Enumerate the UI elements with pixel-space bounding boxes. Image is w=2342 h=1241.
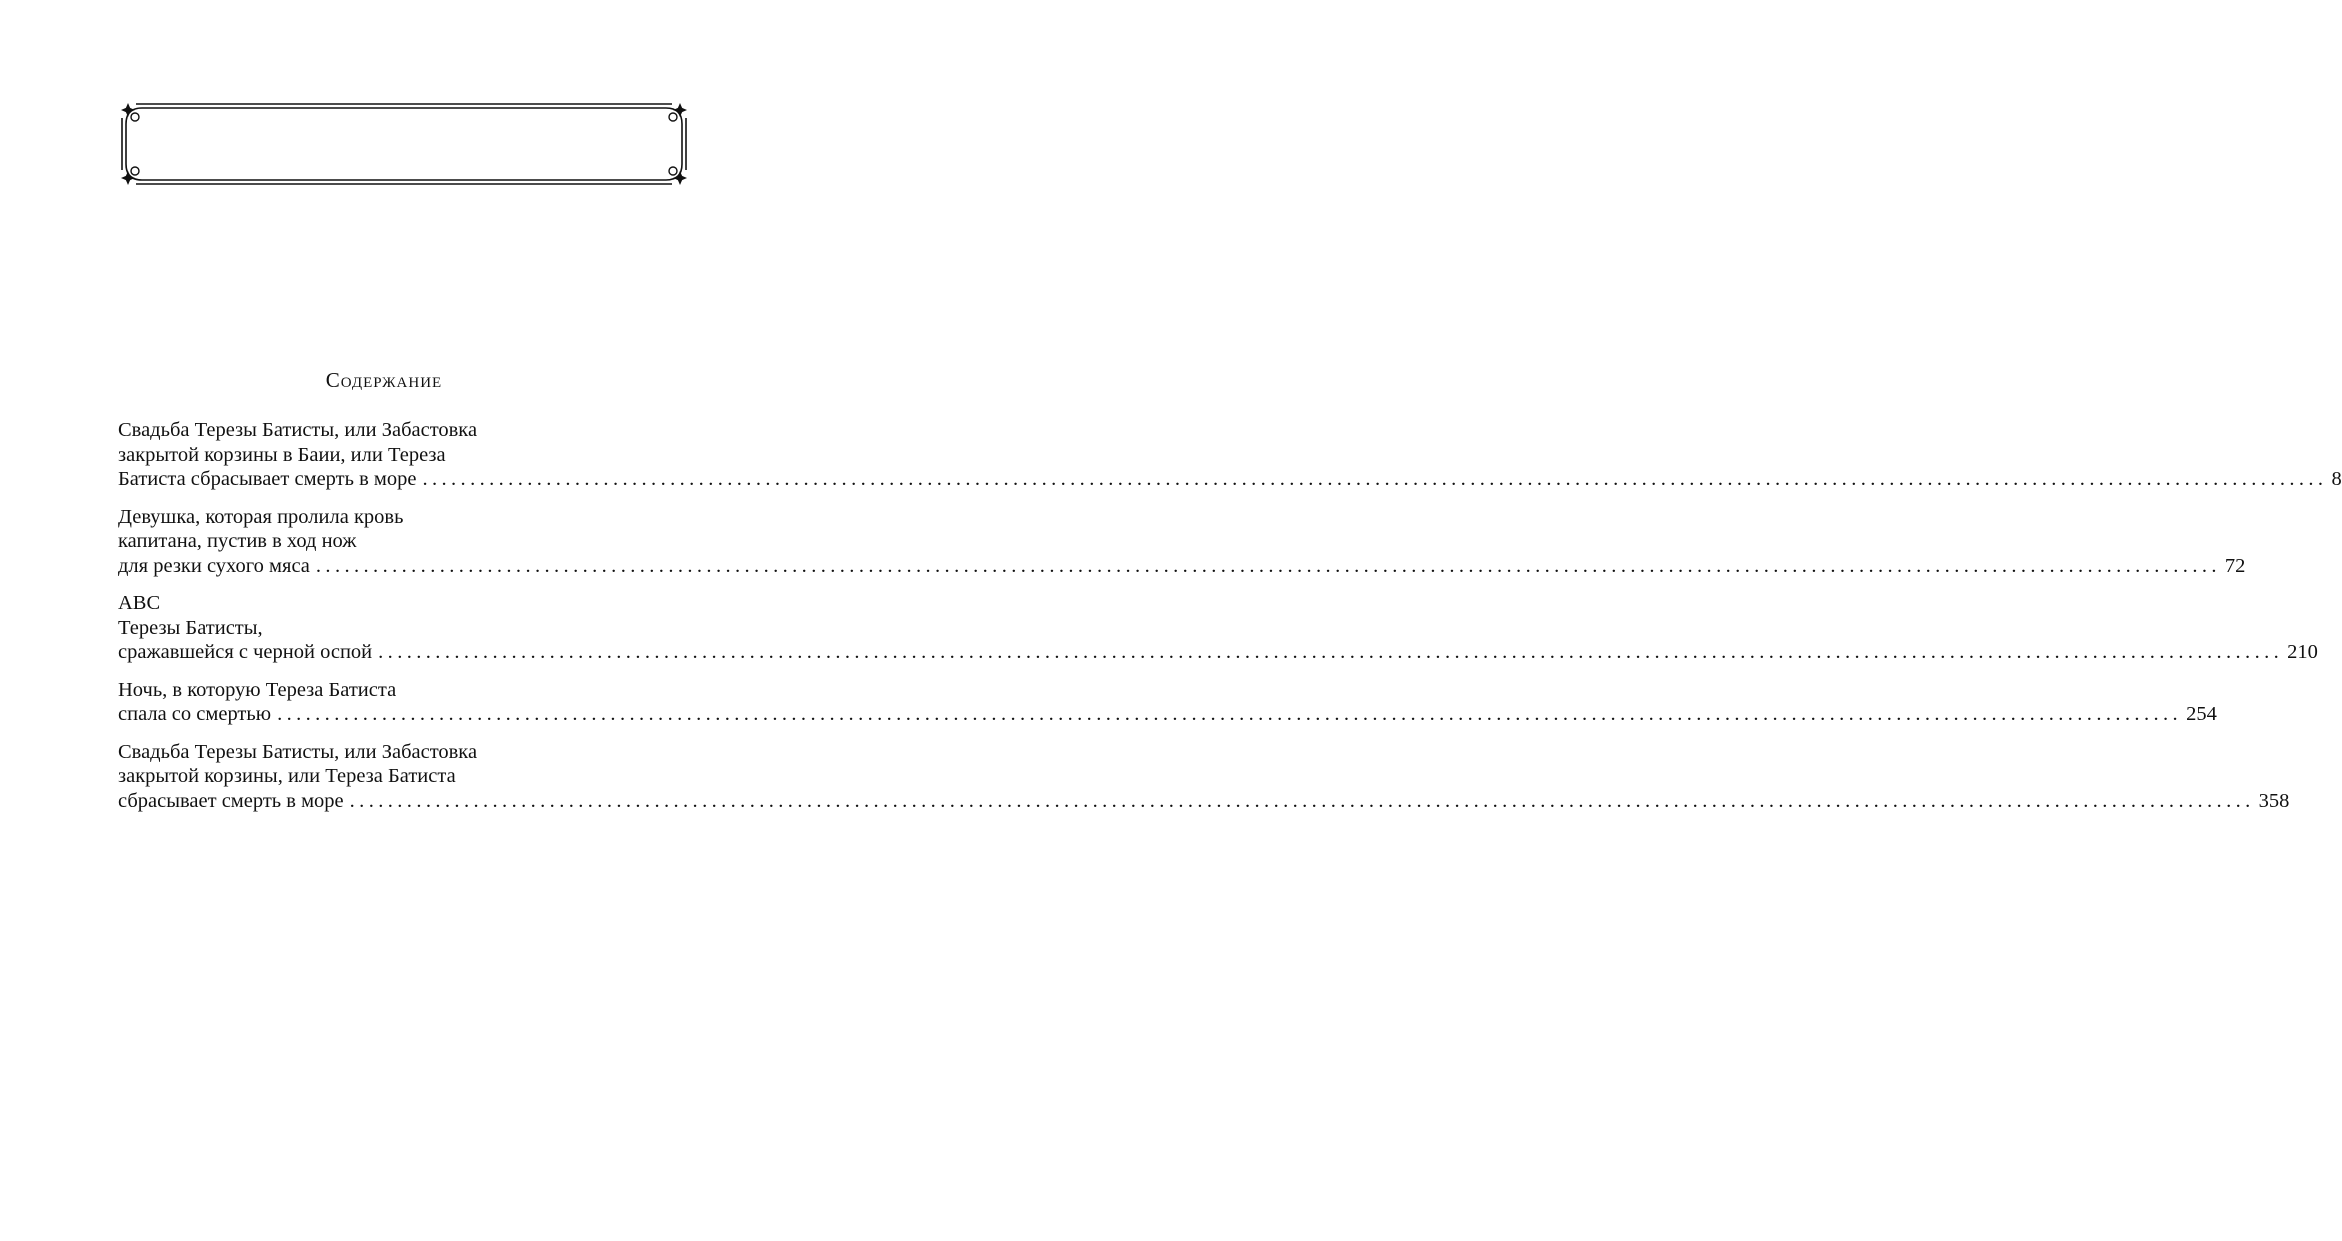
toc-entry-line: ABC <box>118 592 161 614</box>
dot-leader: ........................................................................................................................................................................................................ <box>277 703 2183 725</box>
toc-entry-line: Ночь, в которую Тереза Батиста <box>118 678 397 701</box>
toc-entry-last-line: для резки сухого мяса <box>118 554 310 577</box>
toc-page-number: 8 <box>2331 468 2342 490</box>
dot-leader: ........................................................................................................................................................................................................ <box>349 789 2255 812</box>
toc-entry-last-line: спала со смертью <box>118 703 272 725</box>
dot-leader: ........................................................................................................................................................................................................ <box>315 554 2221 577</box>
dot-leader: ........................................................................................................................................................................................................ <box>378 641 2284 663</box>
toc-entry-line: закрытой корзины, или Тереза Батиста <box>118 765 456 787</box>
toc-page-number: 210 <box>2287 641 2318 663</box>
toc-entry-line: Свадьба Терезы Батисты, или Забастовка <box>118 419 478 441</box>
ornamental-frame <box>118 100 690 188</box>
toc-page-number: 358 <box>2258 789 2290 812</box>
toc-list <box>118 418 2342 826</box>
toc-entry[interactable] <box>118 505 2246 579</box>
toc-entry-last-line: Батиста сбрасывает смерть в море <box>118 468 417 490</box>
toc-entry[interactable] <box>118 591 2318 665</box>
toc-entry[interactable] <box>118 678 2217 727</box>
toc-entry-line: Девушка, которая пролила кровь <box>118 505 404 528</box>
toc-entry[interactable] <box>118 740 2290 814</box>
toc-page-number: 72 <box>2224 554 2246 577</box>
toc-entry-line: Терезы Батисты, <box>118 616 263 639</box>
dot-leader: ........................................................................................................................................................................................................ <box>422 468 2328 490</box>
toc-title: Содержание <box>325 368 443 392</box>
toc-entry-line: Свадьба Терезы Батисты, или Забастовка <box>118 740 478 763</box>
toc-entry-line: капитана, пустив в ход нож <box>118 530 357 552</box>
toc-entry-last-line: сражавшейся с черной оспой <box>118 641 373 663</box>
toc-entry-last-line: сбрасывает смерть в море <box>118 789 344 812</box>
toc-entry[interactable] <box>118 418 2342 492</box>
toc-page-number: 254 <box>2186 703 2217 725</box>
toc-entry-line: закрытой корзины в Баии, или Тереза <box>118 443 446 466</box>
